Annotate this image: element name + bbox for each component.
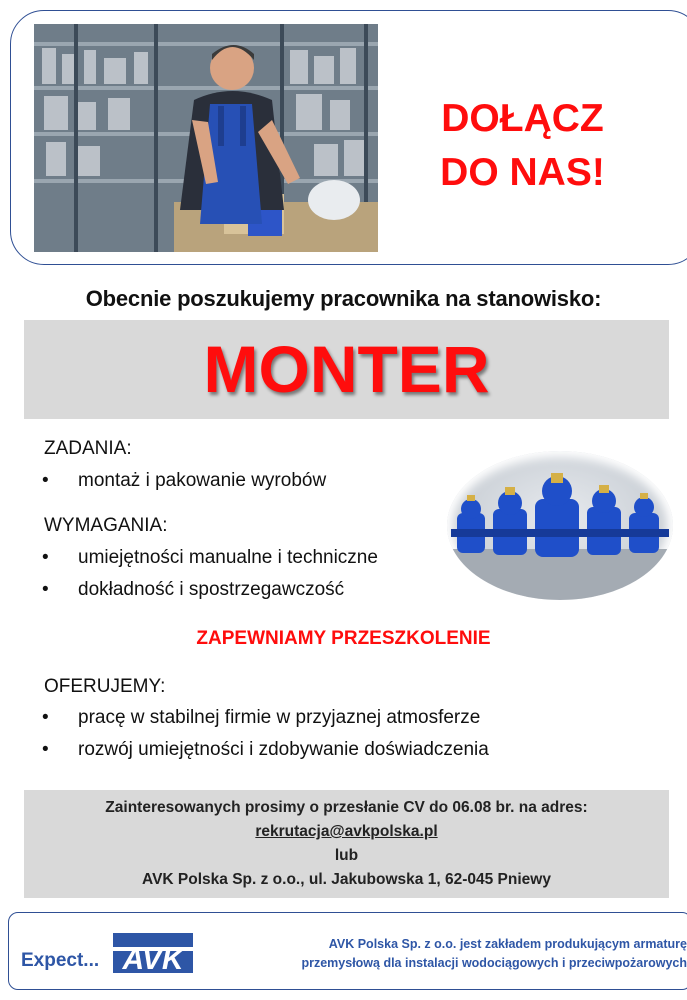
list-item-text: montaż i pakowanie wyrobów <box>78 470 327 491</box>
footer-company-description <box>201 935 687 973</box>
contact-or: lub <box>334 847 359 864</box>
tasks-heading: ZADANIA: <box>44 438 132 459</box>
requirements-heading: WYMAGANIA: <box>44 515 168 536</box>
contact-email-link[interactable]: rekrutacja@avkpolska.pl <box>255 823 438 840</box>
position-title: MONTER <box>203 332 490 406</box>
list-item-text: dokładność i spostrzegawczość <box>78 579 345 600</box>
training-notice: ZAPEWNIAMY PRZESZKOLENIE <box>196 628 491 649</box>
list-item-text: umiejętności manualne i techniczne <box>78 547 378 568</box>
contact-intro: Zainteresowanych prosimy o przesłanie CV do 06.08 br. na adres: <box>105 799 588 816</box>
avk-logo <box>109 931 195 975</box>
hero-photo <box>34 24 378 252</box>
contact-band <box>24 790 669 898</box>
valves-photo <box>447 451 673 600</box>
headline-line-2: DO NAS! <box>440 151 605 194</box>
headline <box>400 92 645 200</box>
list-item-text: rozwój umiejętności i zdobywanie doświadczenia <box>78 739 489 760</box>
footer-line-1: AVK Polska Sp. z o.o. jest zakładem produkującym armaturę <box>328 937 687 951</box>
footer-line-2: przemysłową dla instalacji wodociągowych i przeciwpożarowych <box>301 956 687 970</box>
list-item: • montaż i pakowanie wyrobów <box>42 470 327 491</box>
list-item-text: pracę w stabilnej firmie w przyjaznej atmosferze <box>78 707 481 728</box>
footer <box>8 912 687 990</box>
position-band <box>24 320 669 419</box>
offer-heading: OFERUJEMY: <box>44 676 166 697</box>
list-item: • rozwój umiejętności i zdobywanie doświadczenia <box>42 739 489 760</box>
avk-logo-text: AVK <box>122 943 184 975</box>
expect-tagline: Expect... <box>21 950 100 971</box>
contact-address: AVK Polska Sp. z o.o., ul. Jakubowska 1, 62-045 Pniewy <box>142 871 551 888</box>
headline-line-1: DOŁĄCZ <box>441 97 604 140</box>
list-item: • umiejętności manualne i techniczne <box>42 547 378 568</box>
subheading: Obecnie poszukujemy pracownika na stanowisko: <box>85 286 602 311</box>
list-item: • pracę w stabilnej firmie w przyjaznej atmosferze <box>42 707 481 728</box>
list-item: • dokładność i spostrzegawczość <box>42 579 345 600</box>
